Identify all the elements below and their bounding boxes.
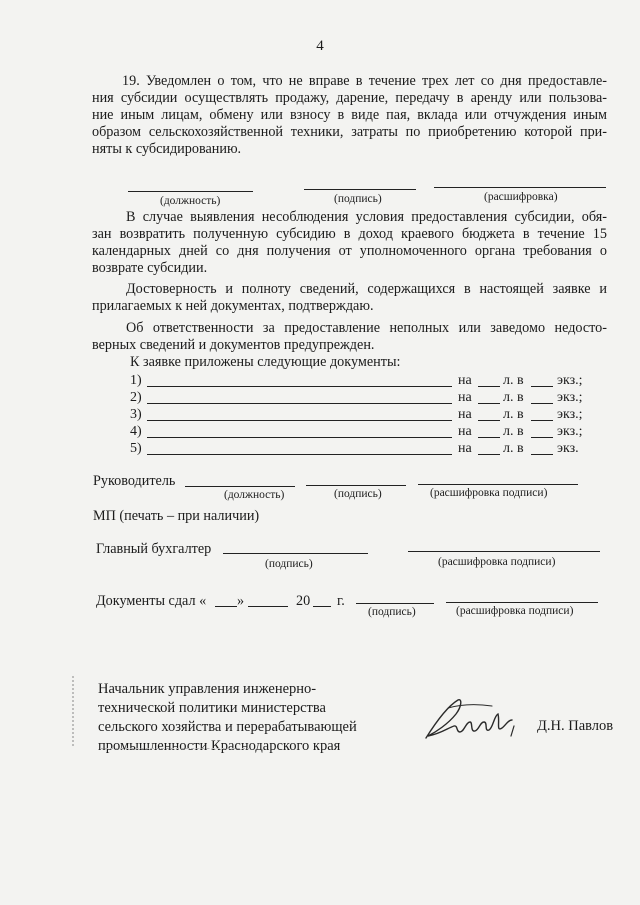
- attachment-copies-blank: [531, 386, 553, 387]
- obligation-line: В случае выявления несоблюдения условия предоставления субсидии, обя-: [126, 209, 607, 225]
- attachment-copies-blank: [531, 420, 553, 421]
- signatory-name: Д.Н. Павлов: [537, 718, 614, 734]
- item-19-line: ние иным лицам, обмену или взносу в виде пая, вклада или отчуждения иным: [92, 107, 607, 123]
- item-19-line: ния субсидии осуществлять продажу, дарение, передачу в аренду или пользова-: [92, 90, 607, 106]
- submitted-signature-line: [356, 603, 434, 604]
- accountant-signature-caption: (подпись): [265, 558, 313, 570]
- decoding-caption: (расшифровка): [484, 191, 558, 203]
- attachment-name-line: [147, 403, 452, 404]
- attachments-heading: К заявке приложены следующие документы:: [130, 354, 401, 370]
- attachment-na: на: [458, 373, 472, 388]
- signatory-title: [98, 680, 357, 756]
- attachment-copies-label: экз.;: [557, 424, 583, 439]
- head-position-caption: (должность): [224, 489, 285, 501]
- accountant-decoding-line: [408, 551, 600, 552]
- accountant-decoding-caption: (расшифровка подписи): [438, 556, 556, 568]
- head-label: Руководитель: [93, 473, 176, 489]
- handwritten-signature: [418, 692, 518, 746]
- attachment-number: 1): [130, 373, 142, 388]
- accountant-signature-line: [223, 553, 368, 554]
- attachment-name-line: [147, 420, 452, 421]
- item-19-line: образом сельскохозяйственной техники, затраты по приобретению которой при-: [92, 124, 607, 140]
- position-caption: (должность): [160, 195, 221, 207]
- submitted-day-blank: [215, 606, 237, 607]
- head-signature-line: [306, 485, 406, 486]
- obligation-paragraph: [92, 209, 607, 277]
- obligation-line: календарных дней со дня получения от уполномоченного органа требования о: [92, 243, 607, 259]
- submitted-signature-caption: (подпись): [368, 606, 416, 618]
- signature-caption: (подпись): [334, 193, 382, 205]
- item-19-paragraph: [92, 73, 607, 158]
- page-number: 4: [316, 38, 324, 54]
- attachment-name-line: [147, 437, 452, 438]
- item-19-line: няты к субсидированию.: [92, 141, 242, 157]
- signatory-title-line: промышленности Краснодарского края: [98, 738, 341, 754]
- attachment-number: 2): [130, 390, 142, 405]
- attachment-pages-label: л. в: [503, 424, 524, 439]
- head-decoding-caption: (расшифровка подписи): [430, 487, 548, 499]
- attachment-name-line: [147, 386, 452, 387]
- reliability-line: прилагаемых к ней документах, подтверждаю.: [92, 298, 374, 314]
- attachment-copies-blank: [531, 403, 553, 404]
- accountant-label: Главный бухгалтер: [96, 541, 212, 557]
- attachment-pages-blank: [478, 454, 500, 455]
- attachment-na: на: [458, 441, 472, 456]
- head-position-line: [185, 486, 295, 487]
- submitted-year-prefix: 20: [296, 593, 311, 609]
- attachment-copies-label: экз.;: [557, 373, 583, 388]
- attachment-number: 5): [130, 441, 142, 456]
- submitted-decoding-caption: (расшифровка подписи): [456, 605, 574, 617]
- signature-line: [304, 189, 416, 190]
- head-signature-caption: (подпись): [334, 488, 382, 500]
- attachment-copies-label: экз.;: [557, 407, 583, 422]
- attachment-number: 3): [130, 407, 142, 422]
- faded-stamp-mark: [72, 676, 80, 746]
- stamp-note: МП (печать – при наличии): [93, 508, 260, 524]
- attachment-pages-blank: [478, 420, 500, 421]
- submitted-year-suffix: г.: [337, 593, 345, 609]
- submitted-year-blank: [313, 606, 331, 607]
- attachment-copies-label: экз.: [557, 441, 579, 456]
- submitted-month-blank: [248, 606, 288, 607]
- obligation-line: зан возвратить полученную субсидию в доход краевого бюджета в течение 15: [92, 226, 607, 242]
- attachment-pages-label: л. в: [503, 373, 524, 388]
- attachment-pages-blank: [478, 437, 500, 438]
- attachment-pages-label: л. в: [503, 407, 524, 422]
- signatory-title-line: Начальник управления инженерно-: [98, 681, 317, 697]
- attachment-na: на: [458, 424, 472, 439]
- responsibility-line: верных сведений и документов предупрежден.: [92, 337, 375, 353]
- attachment-copies-blank: [531, 454, 553, 455]
- attachment-na: на: [458, 407, 472, 422]
- item-19-line: 19. Уведомлен о том, что не вправе в течение трех лет со дня предоставле-: [122, 73, 607, 89]
- signatory-title-line: технической политики министерства: [98, 700, 326, 716]
- head-decoding-line: [418, 484, 578, 485]
- responsibility-paragraph: [92, 320, 607, 354]
- responsibility-line: Об ответственности за предоставление неполных или заведомо недосто-: [126, 320, 607, 336]
- signatory-title-line: сельского хозяйства и перерабатывающей: [98, 719, 357, 735]
- submitted-prefix: Документы сдал «: [96, 593, 207, 609]
- faded-underline: [100, 748, 250, 749]
- attachment-copies-label: экз.;: [557, 390, 583, 405]
- attachment-pages-blank: [478, 386, 500, 387]
- attachment-pages-label: л. в: [503, 390, 524, 405]
- decoding-line: [434, 187, 606, 188]
- position-line: [128, 191, 253, 192]
- obligation-line: возврате субсидии.: [92, 260, 208, 276]
- submitted-decoding-line: [446, 602, 598, 603]
- reliability-line: Достоверность и полноту сведений, содержащихся в настоящей заявке и: [126, 281, 607, 297]
- attachment-name-line: [147, 454, 452, 455]
- submitted-close-quote: »: [237, 593, 245, 609]
- attachment-copies-blank: [531, 437, 553, 438]
- reliability-paragraph: [92, 281, 607, 315]
- attachment-number: 4): [130, 424, 142, 439]
- attachment-pages-label: л. в: [503, 441, 524, 456]
- attachment-pages-blank: [478, 403, 500, 404]
- attachment-na: на: [458, 390, 472, 405]
